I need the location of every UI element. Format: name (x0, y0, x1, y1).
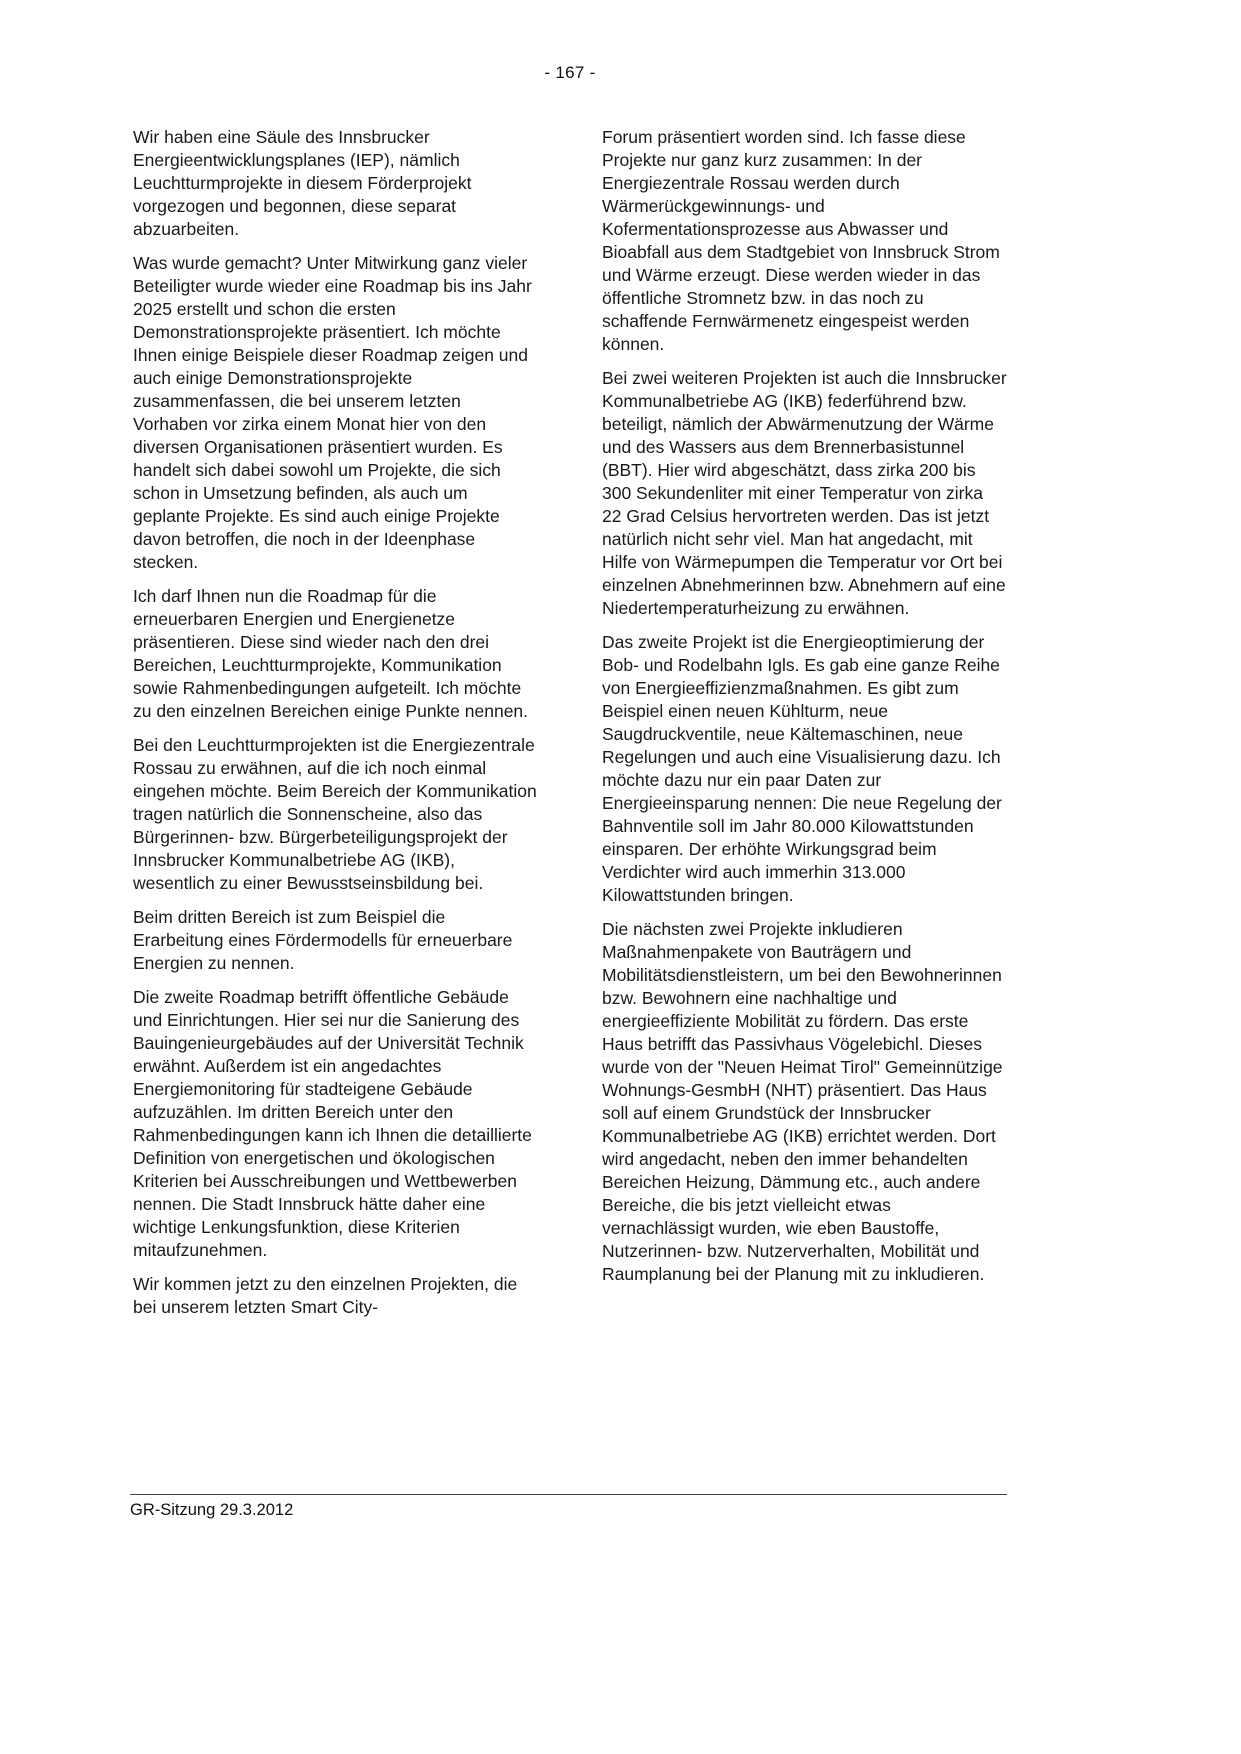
footer-text: GR-Sitzung 29.3.2012 (130, 1501, 294, 1519)
paragraph: Die zweite Roadmap betrifft öffentliche Gebäude und Einrichtungen. Hier sei nur die Sanierung des Bauingenieurgebäudes auf der Universität Technik erwähnt. Außerdem ist ein angedachtes Energiemonitoring für stadteigene Gebäude aufzuzählen. Im dritten Bereich unter den Rahmenbedingungen kann ich Ihnen die detaillierte Definition von energetischen und ökologischen Kriterien bei Ausschreibungen und Wettbewerben nennen. Die Stadt Innsbruck hätte daher eine wichtige Lenkungsfunktion, diese Kriterien mitaufzunehmen. (133, 987, 532, 1260)
paragraph: Die nächsten zwei Projekte inkludieren Maßnahmenpakete von Bauträgern und Mobilitätsdienstleistern, um bei den Bewohnerinnen bzw. Bewohnern eine nachhaltige und energieeffiziente Mobilität zu fördern. Das erste Haus betrifft das Passivhaus Vögelebichl. Dieses wurde von der "Neuen Heimat Tirol" Gemeinnützige Wohnungs-GesmbH (NHT) präsentiert. Das Haus soll auf einem Grundstück der Innsbrucker Kommunalbetriebe AG (IKB) errichtet werden. Dort wird angedacht, neben den immer behandelten Bereichen Heizung, Dämmung etc., auch andere Bereiche, die bis jetzt vielleicht etwas vernachlässigt wurden, wie eben Baustoffe, Nutzerinnen- bzw. Nutzerverhalten, Mobilität und Raumplanung bei der Planung mit zu inkludieren. (602, 919, 1003, 1284)
paragraph: Wir kommen jetzt zu den einzelnen Projekten, die bei unserem letzten Smart City- (133, 1274, 518, 1317)
right-column (602, 126, 1007, 1330)
paragraph: Wir haben eine Säule des Innsbrucker Energieentwicklungsplanes (IEP), nämlich Leuchtturmprojekte in diesem Förderprojekt vorgezogen und begonnen, diese separat abzuarbeiten. (133, 127, 472, 239)
page-footer (130, 1494, 1007, 1521)
paragraph: Ich darf Ihnen nun die Roadmap für die erneuerbaren Energien und Energienetze präsentieren. Diese sind wieder nach den drei Bereichen, Leuchtturmprojekte, Kommunikation sowie Rahmenbedingungen aufgeteilt. Ich möchte zu den einzelnen Bereichen einige Punkte nennen. (133, 586, 529, 721)
paragraph: Beim dritten Bereich ist zum Beispiel die Erarbeitung eines Fördermodells für erneuerbare Energien zu nennen. (133, 907, 513, 973)
paragraph: Das zweite Projekt ist die Energieoptimierung der Bob- und Rodelbahn Igls. Es gab eine ganze Reihe von Energieeffizienzmaßnahmen. Es gibt zum Beispiel einen neuen Kühlturm, neue Saugdruckventile, neue Kältemaschinen, neue Regelungen und auch eine Visualisierung dazu. Ich möchte dazu nur ein paar Daten zur Energieeinsparung nennen: Die neue Regelung der Bahnventile soll im Jahr 80.000 Kilowattstunden einsparen. Der erhöhte Wirkungsgrad beim Verdichter wird auch immerhin 313.000 Kilowattstunden bringen. (602, 632, 1002, 905)
paragraph: Was wurde gemacht? Unter Mitwirkung ganz vieler Beteiligter wurde wieder eine Roadmap bis ins Jahr 2025 erstellt und schon die ersten Demonstrationsprojekte präsentiert. Ich möchte Ihnen einige Beispiele dieser Roadmap zeigen und auch einige Demonstrationsprojekte zusammenfassen, die bei unserem letzten Vorhaben vor zirka einem Monat hier von den diversen Organisationen präsentiert wurden. Es handelt sich dabei sowohl um Projekte, die sich schon in Umsetzung befinden, als auch um geplante Projekte. Es sind auch einige Projekte davon betroffen, die noch in der Ideenphase stecken. (133, 253, 532, 572)
page-number: - 167 - (544, 63, 596, 82)
paragraph: Bei zwei weiteren Projekten ist auch die Innsbrucker Kommunalbetriebe AG (IKB) federführend bzw. beteiligt, nämlich der Abwärmenutzung der Wärme und des Wassers aus dem Brennerbasistunnel (BBT). Hier wird abgeschätzt, dass zirka 200 bis 300 Sekundenliter mit einer Temperatur von zirka 22 Grad Celsius hervortreten werden. Das ist jetzt natürlich nicht sehr viel. Man hat angedacht, mit Hilfe von Wärmepumpen die Temperatur vor Ort bei einzelnen Abnehmerinnen bzw. Abnehmern auf eine Niedertemperaturheizung zu erwähnen. (602, 368, 1007, 618)
left-column (133, 126, 538, 1330)
paragraph: Forum präsentiert worden sind. Ich fasse diese Projekte nur ganz kurz zusammen: In der Energiezentrale Rossau werden durch Wärmerückgewinnungs- und Kofermentationsprozesse aus Abwasser und Bioabfall aus dem Stadtgebiet von Innsbruck Strom und Wärme erzeugt. Diese werden wieder in das öffentliche Stromnetz bzw. in das noch zu schaffende Fernwärmenetz eingespeist werden können. (602, 127, 1000, 354)
paragraph: Bei den Leuchtturmprojekten ist die Energiezentrale Rossau zu erwähnen, auf die ich noch einmal eingehen möchte. Beim Bereich der Kommunikation tragen natürlich die Sonnenscheine, also das Bürgerinnen- bzw. Bürgerbeteiligungsprojekt der Innsbrucker Kommunalbetriebe AG (IKB), wesentlich zu einer Bewusstseinsbildung bei. (133, 735, 537, 893)
text-columns (133, 126, 1007, 1330)
